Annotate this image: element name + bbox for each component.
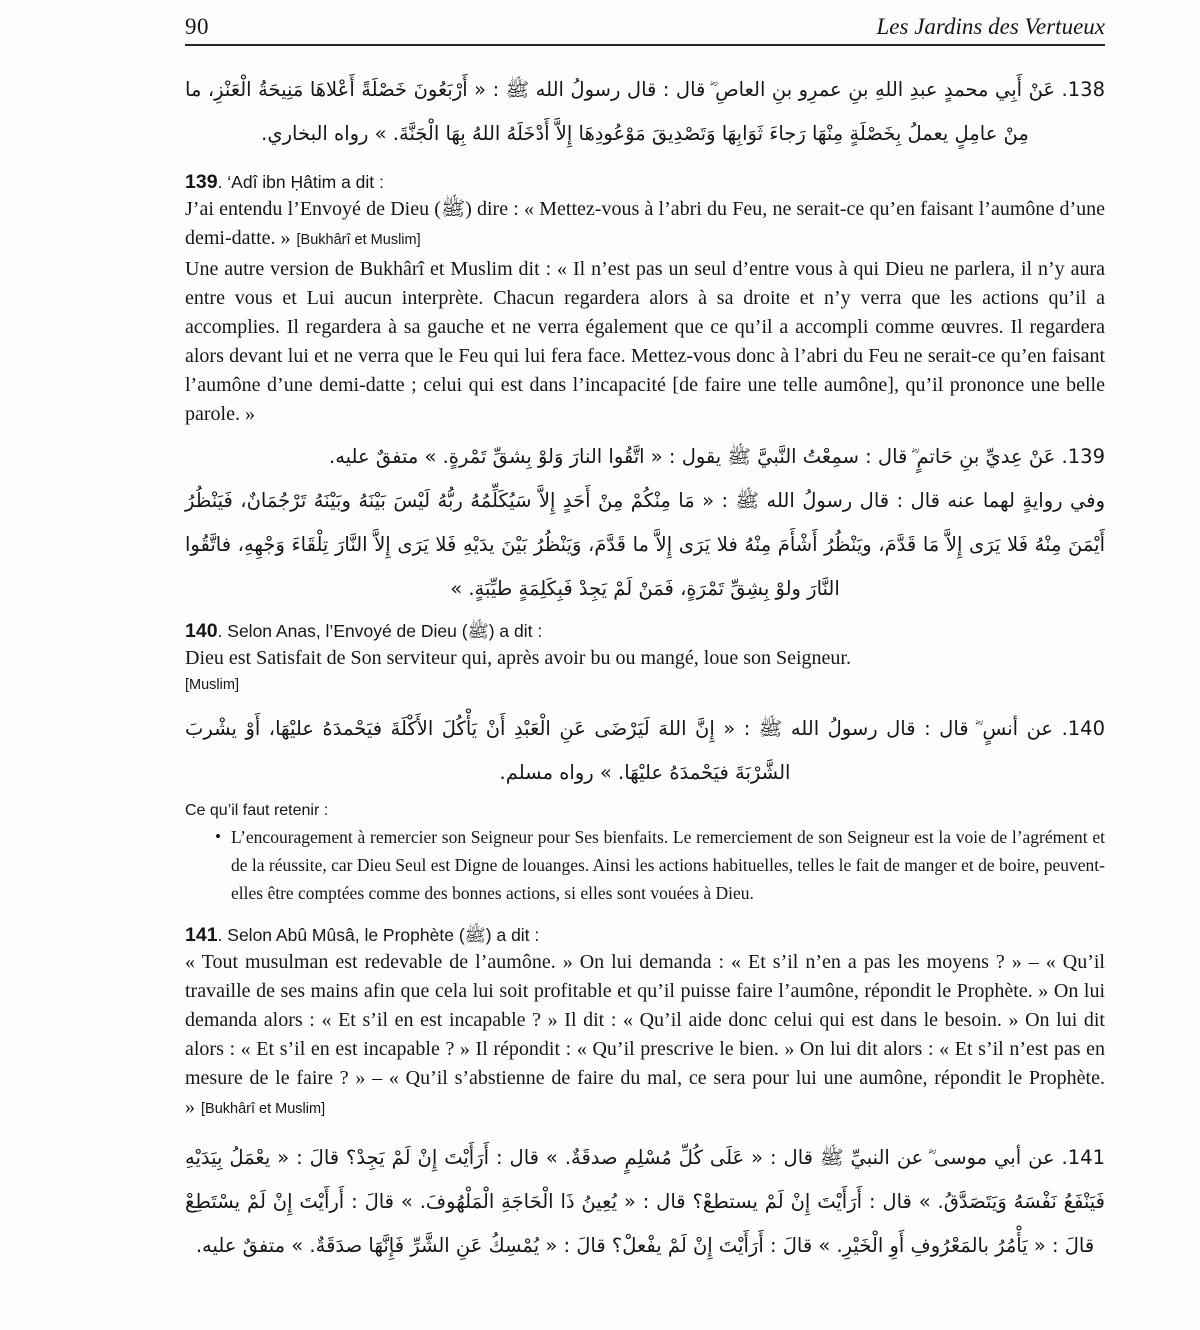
hadith-141-number: 141	[185, 924, 218, 946]
book-title: Les Jardins des Vertueux	[876, 14, 1105, 39]
hadith-141-text: « Tout musulman est redevable de l’aumône. » On lui demanda : « Et s’il n’en a pas les moyens ? » – « Qu’il travaille de ses mains afin que cela lui soit profitable et qu’il puisse faire l’aumône, répondit le Prophète. » On lui demanda alors : « Et s’il en est incapable ? » Il dit : « Qu’il aide donc celui qui est dans le besoin. » On lui dit alors : « Et s’il en est incapable ? » Il répondit : « Qu’il prescrive le bien. » On lui dit alors : « Et s’il n’est pas en mesure de le faire ? » – « Qu’il s’abstienne de faire du mal, ce sera pour lui une aumône, répondit le Prophète. »	[185, 951, 1105, 1118]
hadith-139-number: 139	[185, 171, 218, 193]
note-text: L’encouragement à remercier son Seigneur pour Ses bienfaits. Le remerciement de son Seigneur est la voie de l’agrément et de la réussite, car Dieu Seul est Digne de louanges. Ainsi les actions habituelles, telles le fait de manger et de boire, peuvent-elles être comptées comme des bonnes actions, si elles sont vouées à Dieu.	[231, 827, 1105, 903]
hadith-141-heading	[185, 923, 1105, 948]
hadith-138-arabic-text: 138. عَنْ أَبِي محمدٍ عبدِ اللهِ بنِ عمرِو بنِ العاصِ ؓ قال : قال رسولُ الله ﷺ : « أَرْبَعُونَ خَصْلَةً أَعْلاهَا مَنِيحَةُ الْعَنْزِ، ما مِنْ عامِلٍ يعملُ بِخَصْلَةٍ مِنْهَا رَجاءَ ثَوَابِهَا وَتَصْدِيقَ مَوْعُودِهَا إِلاَّ أَدْخَلَهُ اللهُ بِهَا الْجَنَّةَ. » رواه البخاري.	[185, 78, 1105, 145]
hadith-141-narrator: . Selon Abû Mûsâ, le Prophète (ﷺ) a dit :	[217, 925, 540, 945]
hadith-140-french-text: Dieu est Satisfait de Son serviteur qui, après avoir bu ou mangé, loue son Seigneur.	[185, 647, 851, 669]
hadith-140-reference-line	[185, 675, 1105, 695]
hadith-140-heading	[185, 619, 1105, 644]
hadith-141-arabic-text: 141. عن أبي موسى ؓ عن النبيِّ ﷺ قال : « عَلَى كُلِّ مُسْلِمٍ صدقَةٌ. » قال : أَرَأَيْتَ إِنْ لَمْ يَجِدْ؟ قالَ : « يعْمَلُ بِيَدَيْهِ فَيَنْفَعُ نَفْسَهُ وَيَتَصَدَّقُ. » قال : أَرَأَيْتَ إِنْ لَمْ يستطعْ؟ قال : « يُعِينُ ذَا الْحَاجَةِ الْمَلْهُوفَ. » قالَ : أَرأَيْتَ إِنْ لَمْ يسْتَطِعْ قالَ : « يَأْمُرُ بالمَعْرُوفِ أَوِ الْخَيْرِ. » قالَ : أَرَأَيْتَ إِنْ لَمْ يفْعلْ؟ قالَ : « يُمْسِكُ عَنِ الشَّرِّ فَإِنَّهَا صدَقَةٌ. » متفقٌ عليه.	[185, 1146, 1105, 1257]
hadith-139-narrator: . ‘Adî ibn Ḥâtim a dit :	[217, 172, 384, 192]
bullet-icon: •	[215, 827, 221, 846]
hadith-139-heading	[185, 170, 1105, 195]
hadith-141-french-text	[185, 948, 1105, 1124]
hadith-140-arabic-text: 140. عن أنسٍ ؓ قال : قال رسولُ الله ﷺ : « إِنَّ اللهَ لَيَرْضَى عَنِ الْعَبْدِ أَنْ يَأْكُلَ الأَكْلَةَ فيَحْمدَهُ عليْهَا، أَوْ يشْربَ الشَّرْبَةَ فيَحْمدَهُ عليْهَا. » رواه مسلم.	[185, 717, 1105, 784]
page-number: 90	[185, 14, 209, 39]
hadith-139-arabic-text: 139. عَنْ عِديِّ بنِ حَاتمٍ ؓ قال : سمِعْتُ النَّبيَّ ﷺ يقول : « اتَّقُوا النارَ وَلوْ بِشقِّ تَمْرةٍ. » متفقٌ عليه.	[329, 445, 1105, 468]
hadith-140-narrator: . Selon Anas, l’Envoyé de Dieu (ﷺ) a dit :	[217, 621, 543, 641]
page-header	[185, 14, 1105, 46]
hadith-140-number: 140	[185, 620, 218, 642]
hadith-139-text: J’ai entendu l’Envoyé de Dieu (ﷺ) dire : « Mettez-vous à l’abri du Feu, ne serait-ce qu’en faisant l’aumône d’une demi-datte. »	[185, 198, 1105, 249]
hadith-140-reference: [Muslim]	[185, 677, 239, 693]
hadith-139-french-text	[185, 195, 1105, 255]
hadith-139-variant-text: Une autre version de Bukhârî et Muslim dit : « Il n’est pas un seul d’entre vous à qui Dieu ne parlera, il n’y aura entre vous et Lui aucun interprète. Chacun regardera alors à sa droite et n’y verra que les actions qu’il a accomplies. Il regardera à sa gauche et ne verra également que ce qu’il a accompli comme œuvres. Il regardera alors devant lui et ne verra que le Feu qui lui fera face. Mettez-vous donc à l’abri du Feu ne serait-ce qu’en faisant l’aumône d’une demi-datte ; celui qui est dans l’incapacité [de faire une telle aumône], qu’il prononce une belle parole. »	[185, 258, 1105, 425]
hadith-141-reference: [Bukhârî et Muslim]	[201, 1101, 326, 1117]
hadith-139-reference: [Bukhârî et Muslim]	[296, 232, 421, 248]
hadith-139-arabic-variant-text: وفي روايةٍ لهما عنه قال : قال رسولُ الله ﷺ : « مَا مِنْكُمْ مِنْ أَحَدٍ إِلاَّ سَيُكَلِّمُهُ ربُّهُ لَيْسَ بَيْنَهُ وبَيْنَهُ تَرْجُمَانٌ، فَيَنْظُرُ أَيْمَنَ مِنْهُ فَلا يَرَى إِلاَّ مَا قَدَّمَ، ويَنْظُرُ أَشْأَمَ مِنْهُ فلا يَرَى إِلاَّ ما قَدَّمَ، وَيَنْظُرُ بَيْنَ يدَيْهِ فَلا يَرَى إِلاَّ النَّارَ تِلْقَاءَ وَجْهِهِ، فاتَّقُوا النَّارَ ولوْ بِشِقِّ تَمْرَةٍ، فَمَنْ لَمْ يَجِدْ فَبِكَلِمَةٍ طيِّبَةٍ. »	[185, 489, 1105, 600]
note-bullet-item	[215, 823, 1105, 907]
note-label: Ce qu’il faut retenir :	[185, 802, 329, 819]
